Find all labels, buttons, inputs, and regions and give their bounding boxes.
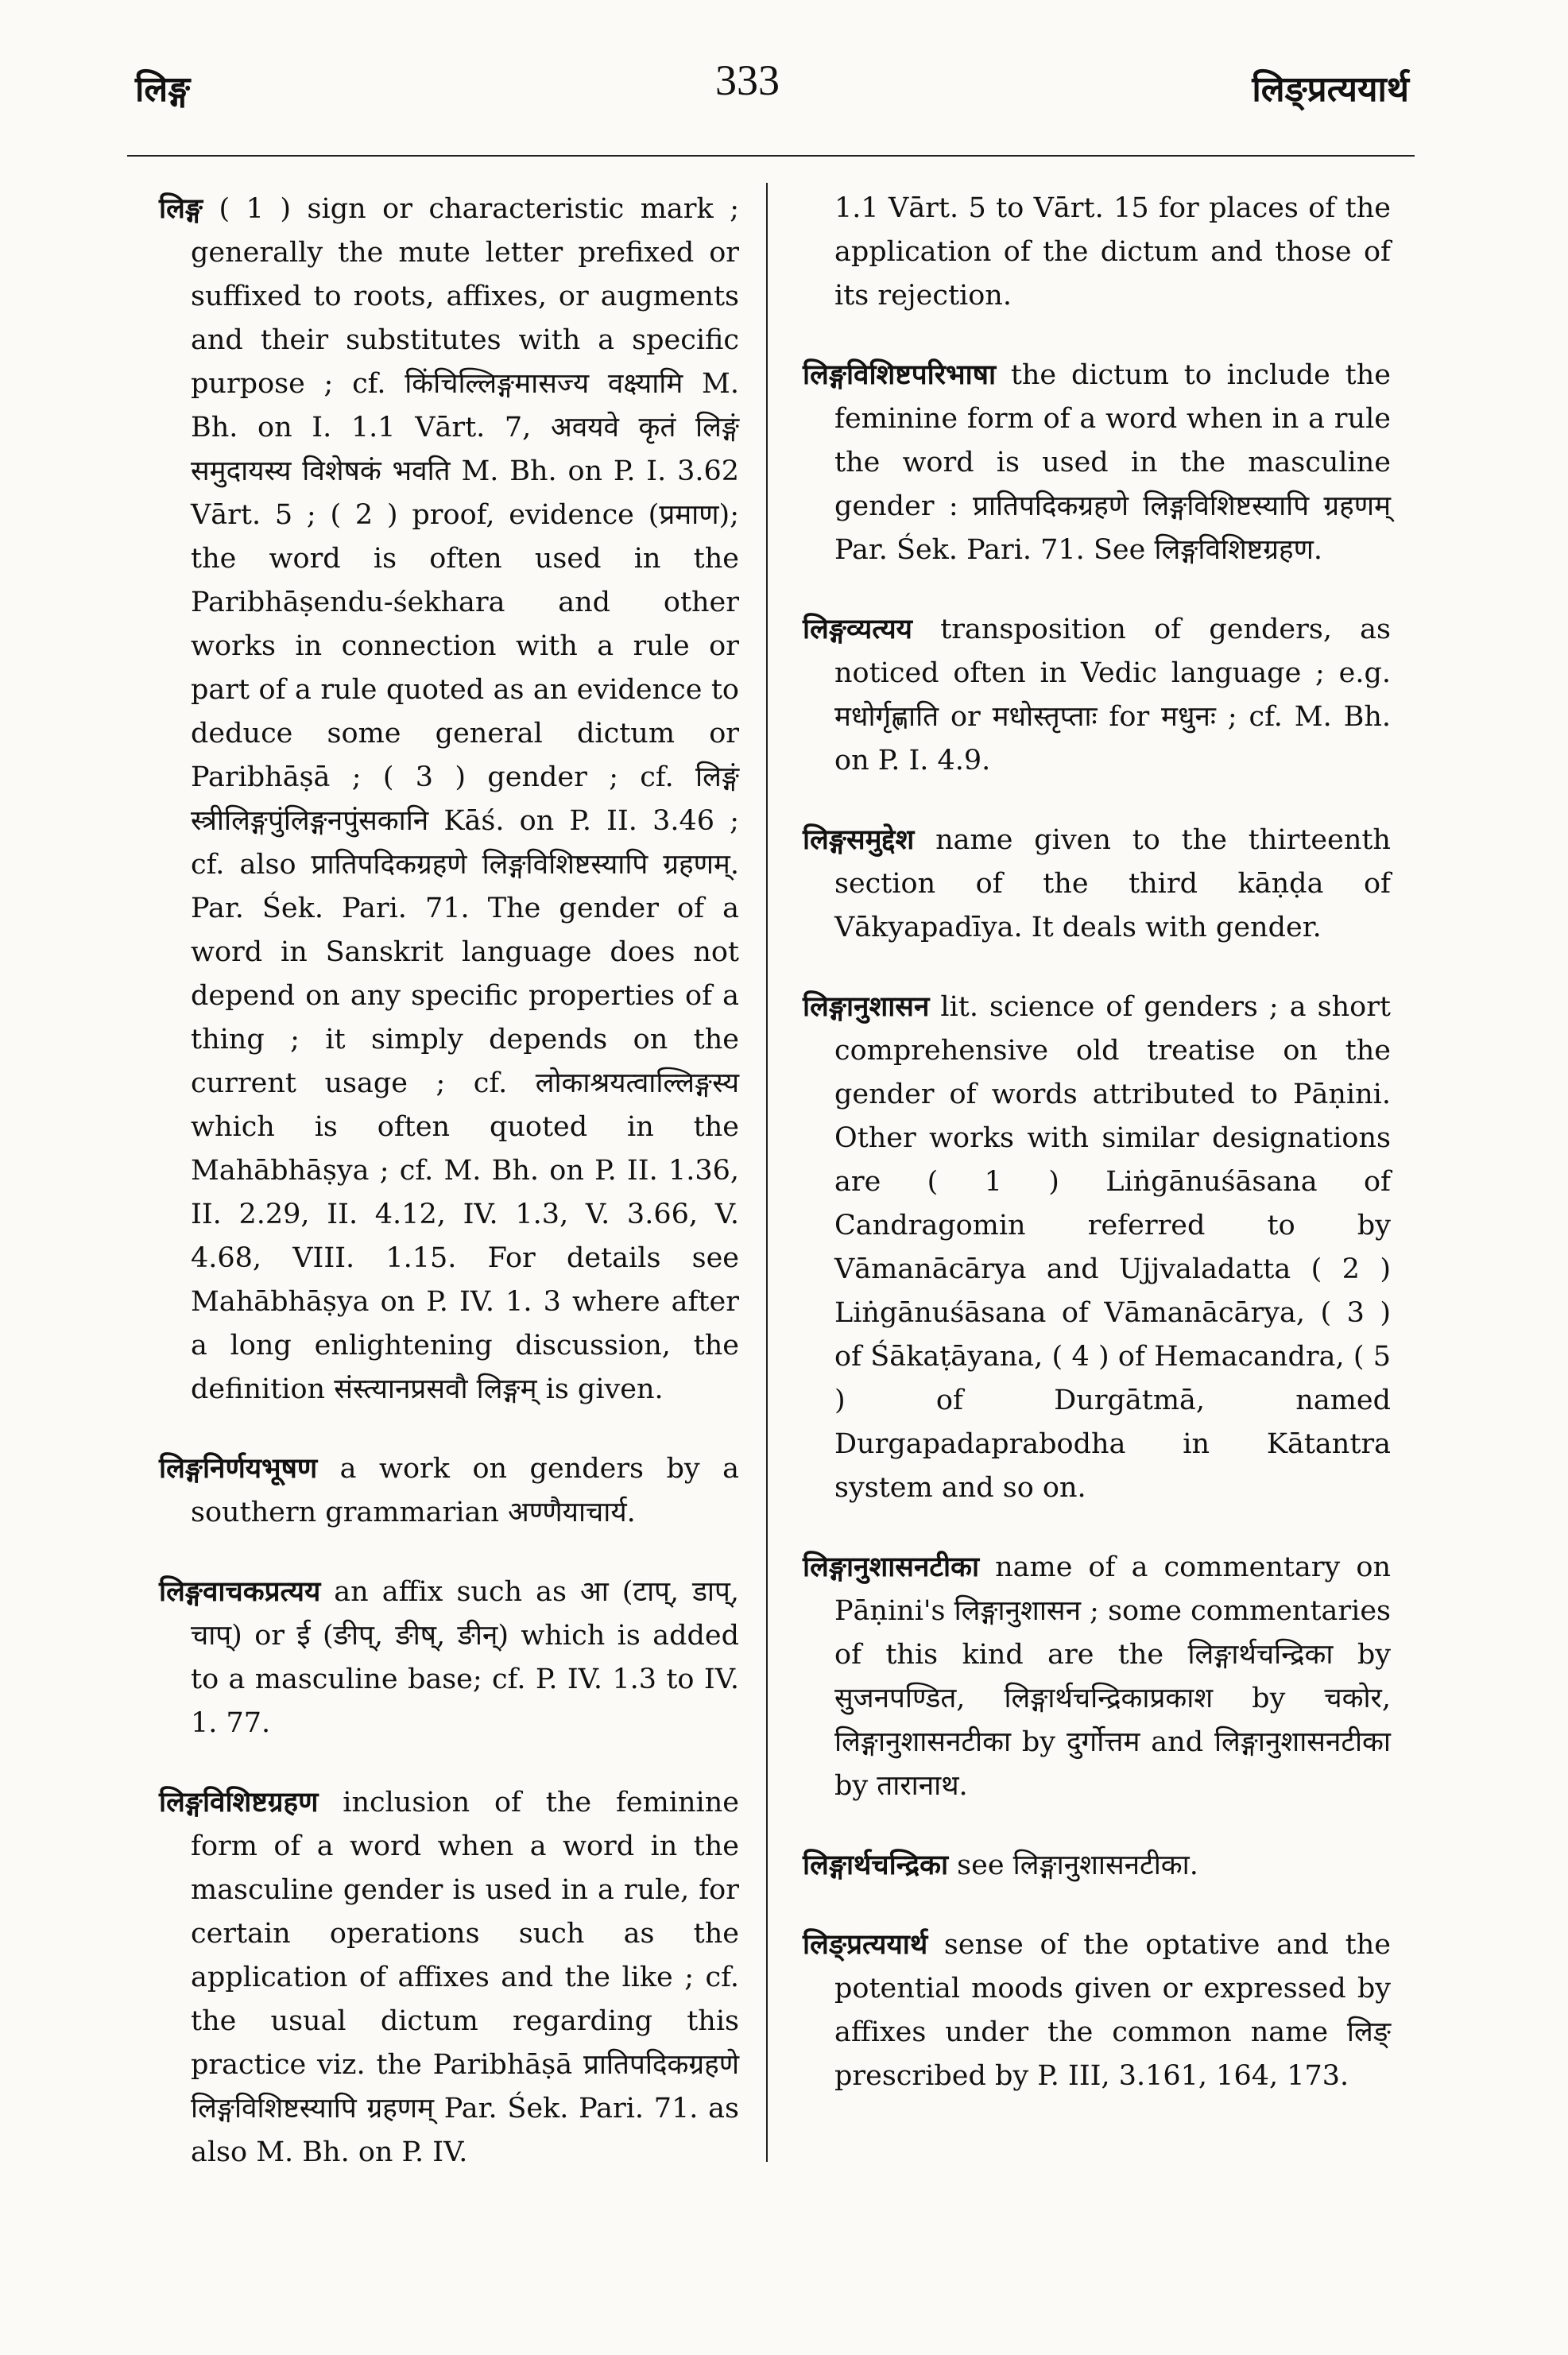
entry-headword: लिङ्ग (159, 192, 203, 225)
continued-entry (803, 187, 1391, 318)
entry-headword: लिङ्गार्थचन्द्रिका (803, 1849, 949, 1881)
dictionary-entry (803, 1843, 1391, 1888)
entry-headword: लिङ्गविशिष्टपरिभाषा (803, 358, 997, 391)
dictionary-entry (159, 1780, 739, 2175)
dictionary-entry (159, 1447, 739, 1535)
entry-headword: लिङ्गविशिष्टग्रहण (159, 1786, 319, 1819)
entry-definition: see लिङ्गानुशासनटीका. (957, 1850, 1198, 1881)
header-left-word: लिङ्ग (135, 69, 191, 110)
entry-headword: लिङ्गनिर्णयभूषण (159, 1452, 318, 1485)
dictionary-entry (803, 607, 1391, 783)
dictionary-entry (803, 1545, 1391, 1808)
entry-definition: ( 1 ) sign or characteristic mark ; generally the mute letter prefixed or suffixed to roots, affixes, or augments and their substitutes with a specific purpose ; cf. किंचिल्लिङ्गमासज्य वक्ष्यामि M. Bh. on I. 1.1 Vārt. 7, अवयवे कृतं लिङ्गं समुदायस्य विशेषकं भवति M. Bh. on P. I. 3.62 Vārt. 5 ; ( 2 ) proof, evidence (प्रमाण); the word is often used in the Paribhāṣendu-śekhara and other works in connection with a rule or part of a rule quoted as an evidence to deduce some general dictum or Paribhāṣā ; ( 3 ) gender ; cf. लिङ्गं स्त्रीलिङ्गपुंलिङ्गनपुंसकानि Kāś. on P. II. 3.46 ; cf. also प्रातिपदिकग्रहणे लिङ्गविशिष्टस्यापि ग्रहणम्. Par. Śek. Pari. 71. The gender of a word in Sanskrit language does not depend on any specific properties of a thing ; it simply depends on the current usage ; cf. लोकाश्रयत्वाल्लिङ्गस्य which is often quoted in the Mahābhāṣya ; cf. M. Bh. on P. II. 1.36, II. 2.29, II. 4.12, IV. 1.3, V. 3.66, V. 4.68, VIII. 1.15. For details see Mahābhāṣya on P. IV. 1. 3 where after a long enlightening discussion, the definition संस्त्यानप्रसवौ लिङ्गम् is given. (191, 193, 739, 1405)
header-rule (127, 155, 1415, 157)
right-column (803, 187, 1391, 2133)
entry-definition: sense of the optative and the potential moods given or expressed by affixes under the common name लिङ् prescribed by P. III, 3.161, 164, 173. (834, 1929, 1391, 2092)
page-number: 333 (715, 56, 780, 104)
entry-definition: name of a commentary on Pāṇini's लिङ्गानुशासन ; some commentaries of this kind are the लिङ्गार्थचन्द्रिका by सुजनपण्डित, लिङ्गार्थचन्द्रिकाप्रकाश by चकोर, लिङ्गानुशासनटीका by दुर्गोत्तम and लिङ्गानुशासनटीका by तारानाथ. (834, 1551, 1391, 1802)
entry-definition: the dictum to include the feminine form of a word when in a rule the word is used in the masculine gender : प्रातिपदिकग्रहणे लिङ्गविशिष्टस्यापि ग्रहणम् Par. Śek. Pari. 71. See लिङ्गविशिष्टग्रहण. (834, 359, 1391, 566)
page-header (0, 56, 1568, 127)
dictionary-entry (803, 985, 1391, 1510)
dictionary-entry (803, 818, 1391, 950)
entry-definition: name given to the thirteenth section of the third kāṇḍa of Vākyapadīya. It deals with gender. (834, 824, 1391, 943)
column-divider (766, 183, 768, 2162)
entry-definition: an affix such as आ (टाप्, डाप्, चाप्) or ई (ङीप्, ङीष्, ङीन्) which is added to a masculine base; cf. P. IV. 1.3 to IV. 1. 77. (191, 1576, 739, 1739)
entry-headword: लिङ्गव्यत्यय (803, 613, 912, 645)
header-right-word: लिङ्प्रत्ययार्थ (1252, 69, 1409, 110)
entry-headword: लिङ्गानुशासन (803, 990, 930, 1023)
entry-headword: लिङ्गानुशासनटीका (803, 1551, 980, 1583)
dictionary-entry (159, 1570, 739, 1745)
dictionary-entry (803, 1923, 1391, 2098)
left-column (159, 187, 739, 2210)
entry-definition: 1.1 Vārt. 5 to Vārt. 15 for places of the application of the dictum and those of its rejection. (834, 192, 1391, 312)
entry-headword: लिङ्प्रत्ययार्थ (803, 1928, 928, 1961)
entry-definition: inclusion of the feminine form of a word when a word in the masculine gender is used in a rule, for certain operations such as the application of affixes and the like ; cf. the usual dictum regarding this practice viz. the Paribhāṣā प्रातिपदिकग्रहणे लिङ्गविशिष्टस्यापि ग्रहणम् Par. Śek. Pari. 71. as also M. Bh. on P. IV. (191, 1787, 739, 2168)
dictionary-entry (803, 353, 1391, 572)
entry-definition: a work on genders by a southern grammarian अण्णैयाचार्य. (191, 1453, 739, 1528)
entry-headword: लिङ्गवाचकप्रत्यय (159, 1575, 321, 1608)
entry-headword: लिङ्गसमुद्देश (803, 823, 915, 856)
dictionary-entry (159, 187, 739, 1412)
entry-definition: lit. science of genders ; a short comprehensive old treatise on the gender of words attributed to Pāṇini. Other works with similar designations are ( 1 ) Liṅgānuśāsana of Candragomin referred to by Vāmanācārya and Ujjvaladatta ( 2 ) Liṅgānuśāsana of Vāmanācārya, ( 3 ) of Śākaṭāyana, ( 4 ) of Hemacandra, ( 5 ) of Durgātmā, named Durgapadaprabodha in Kātantra system and so on. (834, 991, 1391, 1504)
entry-definition: transposition of genders, as noticed often in Vedic language ; e.g. मधोर्गृह्णाति or मधोस्तृप्ताः for मधुनः ; cf. M. Bh. on P. I. 4.9. (834, 614, 1391, 777)
